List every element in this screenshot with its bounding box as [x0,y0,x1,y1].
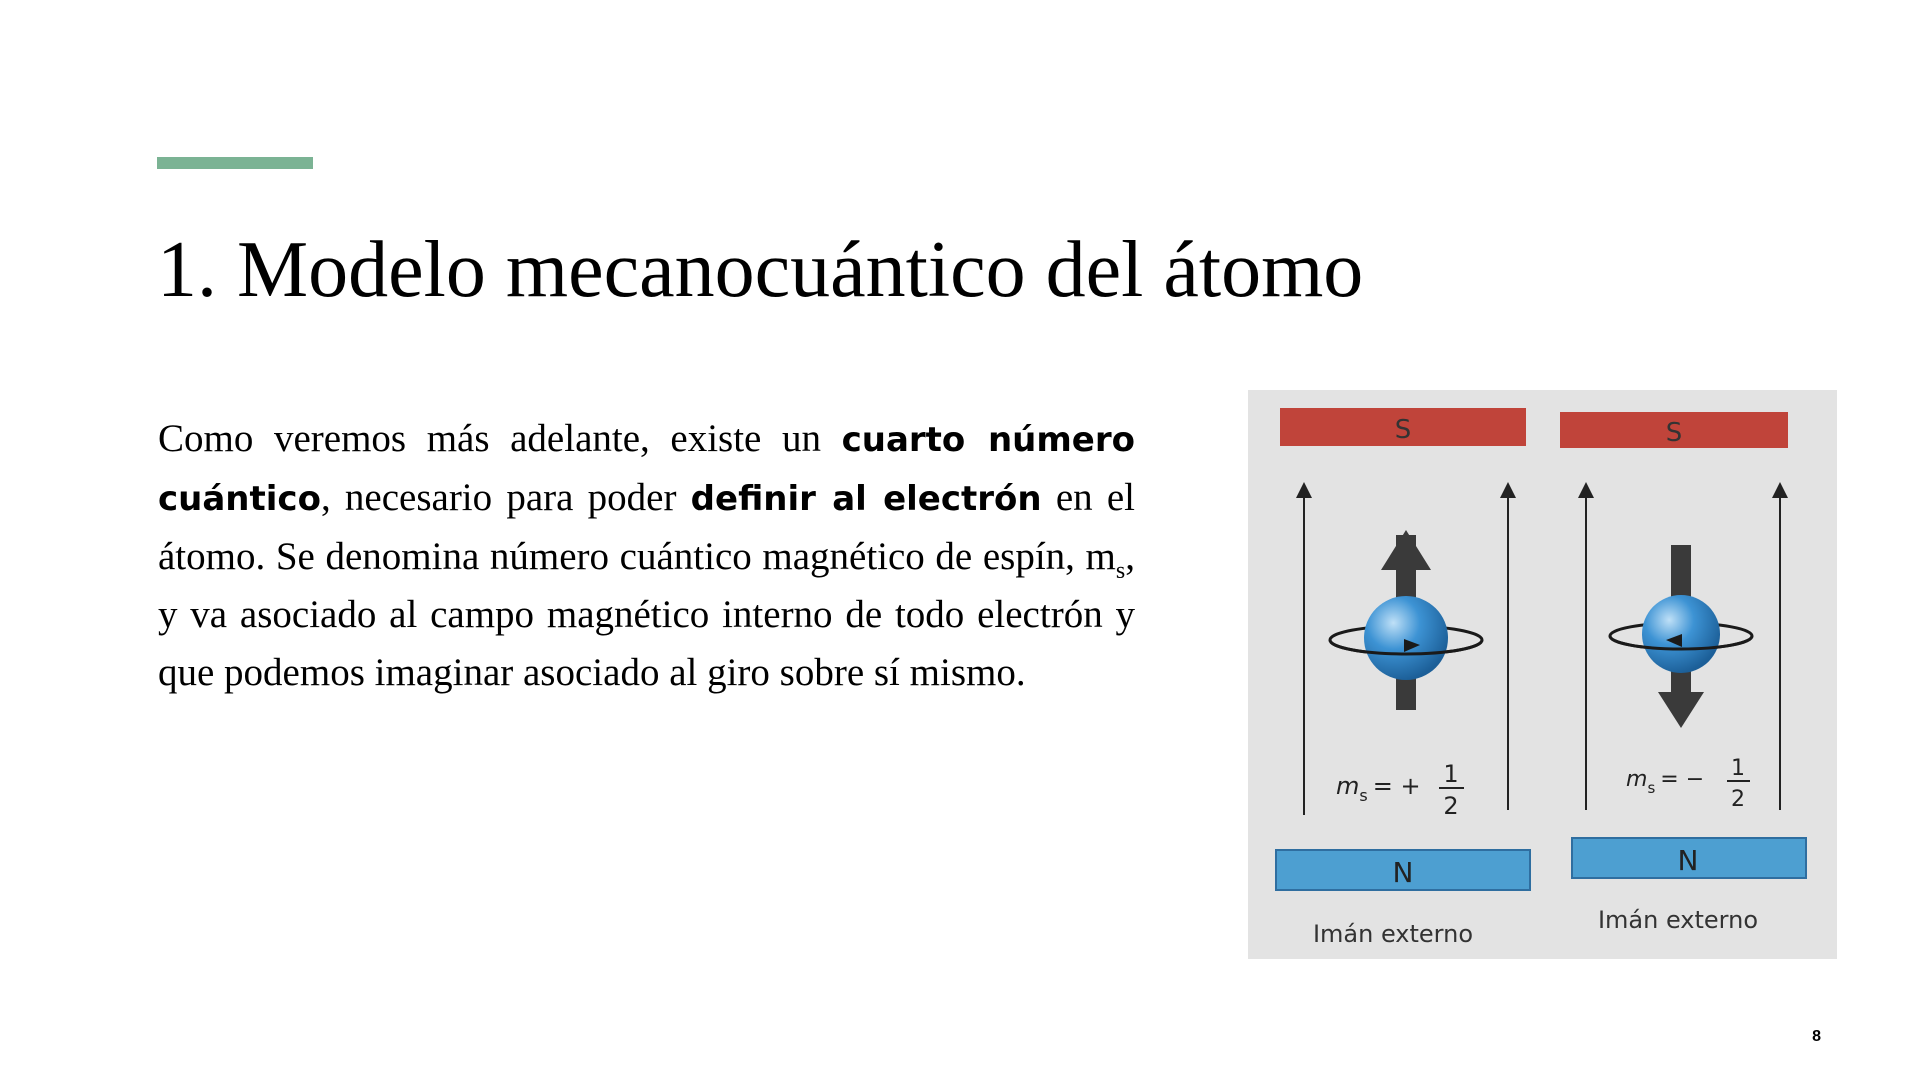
ms-subscript: s [1115,557,1126,584]
page-number: 8 [1812,1028,1821,1045]
left-ms-formula: $m_s$ = + [1336,772,1421,805]
left-south-label: S [1394,415,1412,445]
right-south-label: S [1665,418,1683,448]
body-text-4: , y va asociado al campo magnético interno de todo electrón y que podemos imaginar asociado al giro sobre sí mismo. [158,535,1135,694]
left-caption: Imán externo [1312,920,1474,948]
slide-title: 1. Modelo mecanocuántico del átomo [157,226,1364,314]
spin-figure [1248,390,1837,959]
accent-bar [157,157,313,169]
left-north-label: N [1392,856,1414,889]
right-ms-formula: $m_s$ = − [1626,767,1705,797]
bold-definir-electron: definir al electrón [690,479,1042,519]
body-paragraph [158,410,1135,702]
left-fraction-denominator: 2 [1443,792,1459,820]
right-fraction-numerator: 1 [1731,756,1745,781]
body-text-1: Como veremos más adelante, existe un [158,417,842,460]
right-fraction-denominator: 2 [1731,787,1745,812]
right-caption: Imán externo [1597,906,1759,934]
left-fraction-numerator: 1 [1443,760,1459,788]
right-electron [1642,595,1720,673]
left-electron [1364,596,1448,680]
bold-cuarto-numero: cuarto número cuántico [158,420,1135,519]
body-text-3: en el átomo. Se denomina número cuántico magnético de espín, m [158,476,1135,578]
right-north-label: N [1677,844,1699,877]
body-text-2: , necesario para poder [320,476,691,519]
